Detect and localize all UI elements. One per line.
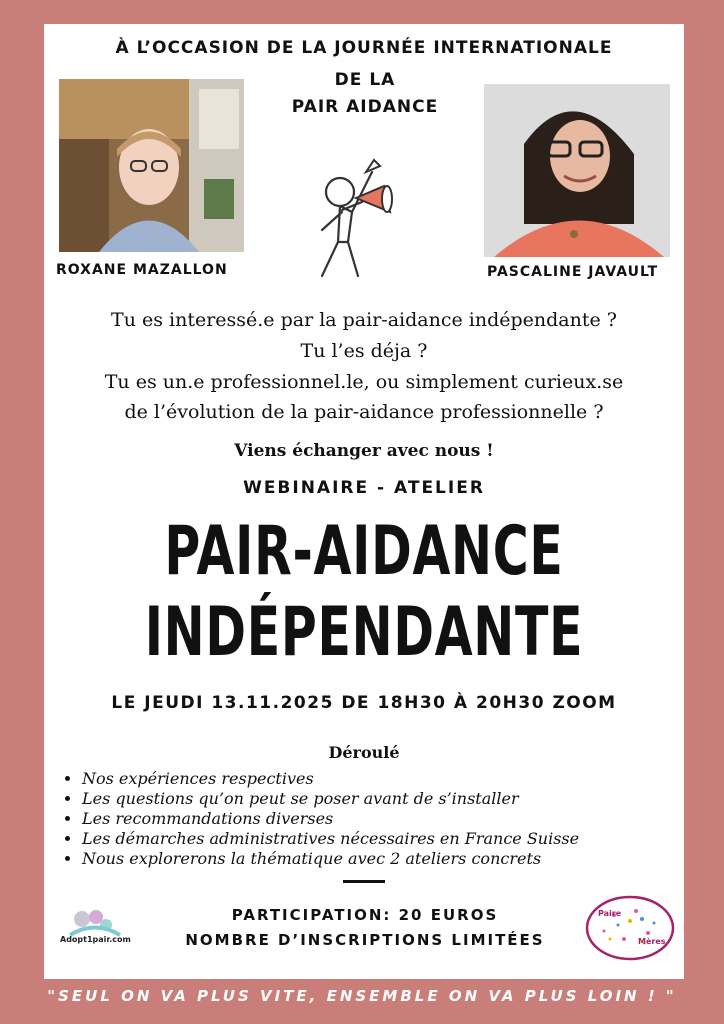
main-title-line-1: PAIR-AIDANCE xyxy=(164,512,564,591)
intro-line-1: Tu es interessé.e par la pair-aidance indépendante ? xyxy=(111,309,617,331)
call-to-action: Viens échanger avec nous ! xyxy=(234,441,494,461)
program-item: • Les recommandations diverses xyxy=(82,809,670,829)
intro-line-4: de l’évolution de la pair-aidance professionnelle ? xyxy=(124,401,604,423)
main-title-line-2-wrapper xyxy=(44,595,684,671)
event-format: WEBINAIRE - ATELIER xyxy=(243,478,485,498)
program-item: • Les démarches administratives nécessaires en France Suisse xyxy=(82,829,670,849)
paire-meres-logo-text-bottom: Mères xyxy=(638,937,666,946)
main-title-line-2: INDÉPENDANTE xyxy=(144,593,584,672)
speaker-photo-pascaline xyxy=(484,84,670,257)
event-date-line: LE JEUDI 13.11.2025 DE 18H30 À 20H30 ZOOM xyxy=(111,693,617,713)
program-item: • Les questions qu’on peut se poser avant de s’installer xyxy=(82,789,670,809)
program-heading: Déroulé xyxy=(328,743,400,762)
speaker-name-pascaline: PASCALINE JAVAULT xyxy=(487,264,659,280)
intro-line-3: Tu es un.e professionnel.le, ou simplement curieux.se xyxy=(104,371,624,393)
program-item: • Nous explorerons la thématique avec 2 ateliers concrets xyxy=(82,849,670,869)
participation-limit: NOMBRE D’INSCRIPTIONS LIMITÉES xyxy=(185,931,545,949)
adopt1pair-logo-mark xyxy=(60,905,130,955)
adopt1pair-logo xyxy=(60,905,130,955)
intro-line-2: Tu l’es déja ? xyxy=(300,340,428,362)
program-list xyxy=(60,769,670,869)
paire-meres-logo-text-top: Paire xyxy=(598,909,622,918)
megaphone-figure-icon xyxy=(300,150,400,282)
program-item: • Nos expériences respectives xyxy=(82,769,670,789)
program-list-wrapper xyxy=(60,769,670,869)
footer-quote: "SEUL ON VA PLUS VITE, ENSEMBLE ON VA PLUS LOIN ! " xyxy=(47,987,677,1005)
adopt1pair-logo-text: Adopt1pair.com xyxy=(60,935,131,944)
divider xyxy=(343,880,385,883)
speaker-photo-roxane xyxy=(59,79,244,252)
participation-price: PARTICIPATION: 20 EUROS xyxy=(231,906,499,924)
paire-meres-logo xyxy=(584,893,676,963)
main-title-line-1-wrapper xyxy=(44,514,684,590)
speaker-name-roxane: ROXANE MAZALLON xyxy=(56,262,228,278)
header-line-1: À L’OCCASION DE LA JOURNÉE INTERNATIONALE xyxy=(115,38,613,58)
header-line-3: PAIR AIDANCE xyxy=(291,97,439,117)
header-line-2: DE LA xyxy=(334,70,396,90)
